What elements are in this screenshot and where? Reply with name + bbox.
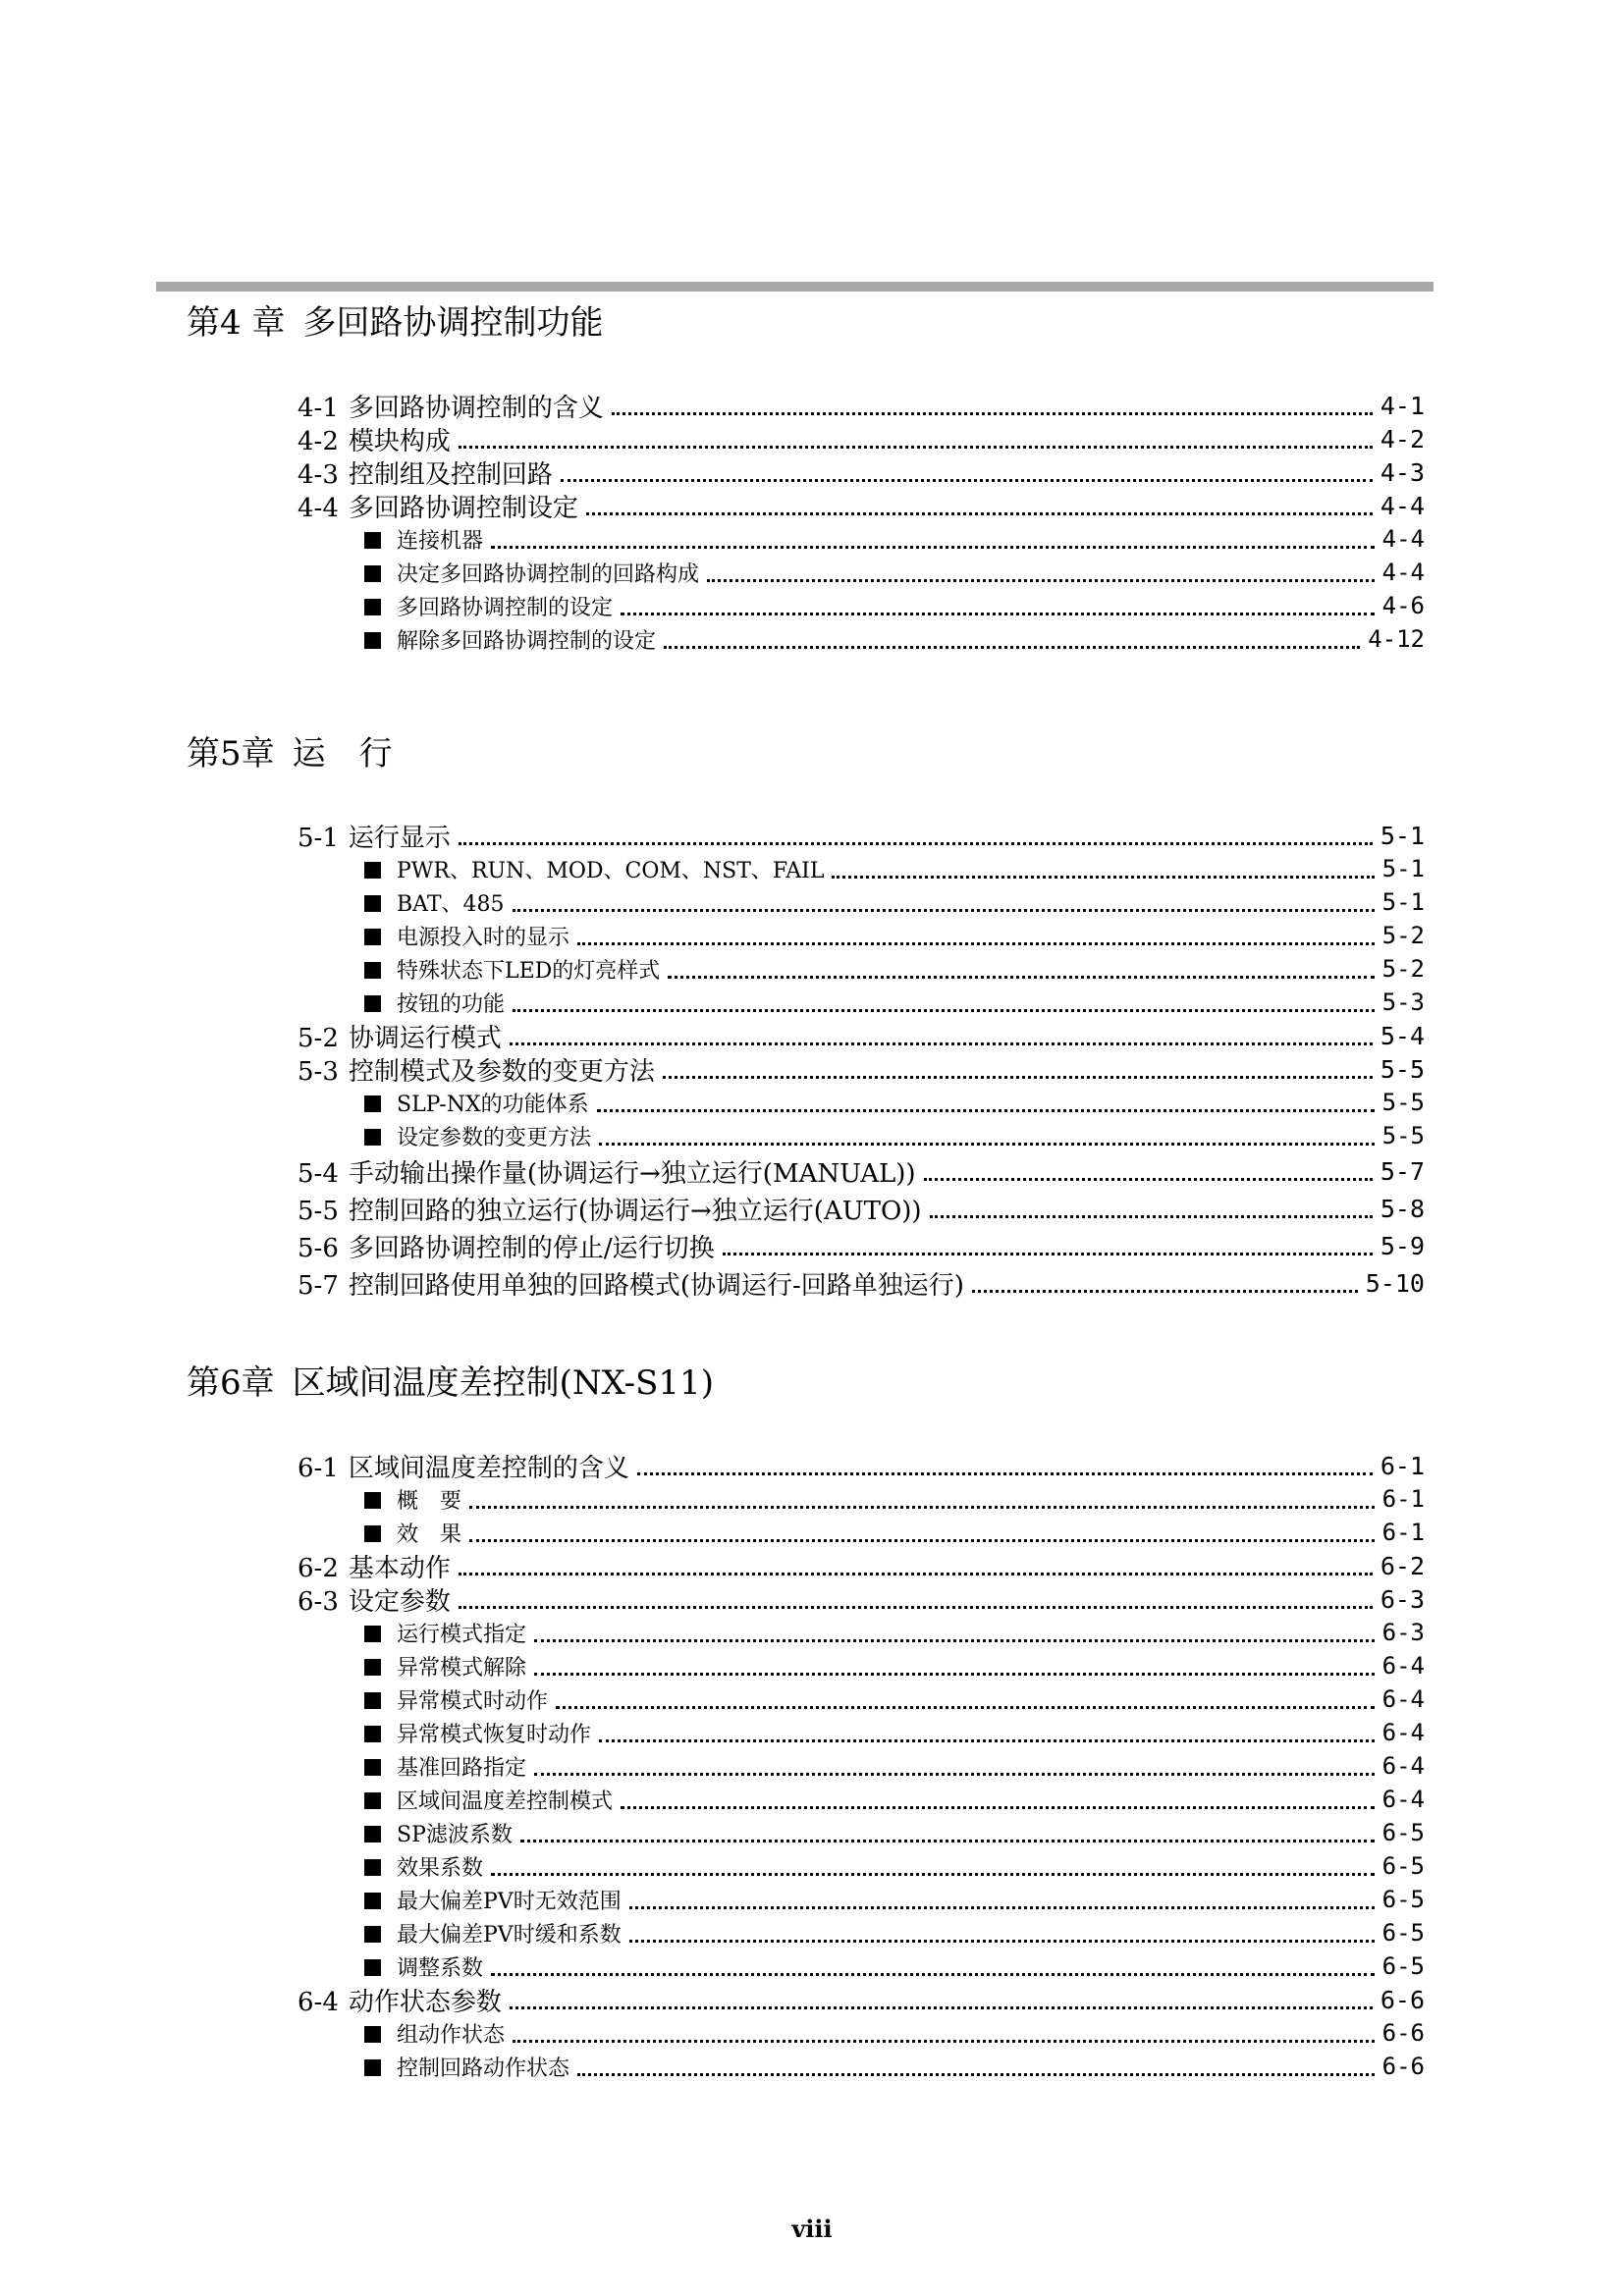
square-bullet-icon [364,632,381,649]
toc-subsection-entry [298,622,1425,656]
toc-entry-label [298,1751,526,1782]
toc-section-entry [298,489,1425,522]
toc-entry-label [298,624,656,655]
toc-page-number: 6-4 [1381,1685,1425,1713]
dot-leader [469,1506,1375,1509]
square-bullet-icon [364,1095,381,1112]
toc-entry-text: 连接机器 [397,528,484,554]
toc-subsection-entry [298,1816,1425,1849]
dot-leader [924,1178,1373,1181]
toc-subsection-entry [298,1482,1425,1516]
square-bullet-icon [364,895,381,912]
toc-subsection-entry [298,1749,1425,1783]
toc-section-entry [298,1549,1425,1582]
square-bullet-icon [364,1726,381,1742]
toc-entry-text: 模块构成 [348,426,451,456]
toc-section-entry [298,1052,1425,1086]
toc-entry-label [298,388,604,424]
toc-subsection-entry [298,885,1425,919]
toc-entry-label [298,887,505,918]
toc-page-number: 5-1 [1380,821,1425,850]
toc-entry-text: 特殊状态下LED的灯亮样式 [397,958,661,984]
square-bullet-icon [364,532,381,549]
section-number: 4-4 [298,493,339,523]
toc-page-number: 6-6 [1380,1985,1425,2014]
toc-entry-label [298,1684,548,1715]
dot-leader [621,1806,1375,1809]
toc-entry-text: 动作状态参数 [348,1987,502,2017]
toc-page-number: 6-2 [1380,1551,1425,1580]
toc-section-entry [298,455,1425,489]
toc-entry-text: 组动作状态 [397,2022,506,2048]
toc-subsection-entry [298,952,1425,986]
toc-page-number: 6-4 [1381,1652,1425,1680]
toc-entry-text: 异常模式解除 [397,1655,527,1681]
toc-entry-label [298,818,451,854]
toc-subsection-entry [298,1783,1425,1816]
toc-page-number: 5-10 [1365,1268,1425,1298]
toc-entry-label [298,1818,513,1848]
section-number: 6-4 [298,1987,339,2017]
toc-page-number: 4-4 [1381,525,1425,553]
dot-leader [556,1706,1375,1709]
toc-entry-label [298,1951,483,1982]
square-bullet-icon [364,1692,381,1709]
toc-page-number: 5-5 [1380,1054,1425,1084]
toc-subsection-entry [298,1949,1425,1983]
toc-entry-label [298,2052,569,2082]
toc-entry-text: 异常模式时动作 [397,1688,549,1714]
toc-subsection-entry [298,556,1425,589]
dot-leader [599,1739,1375,1742]
toc-entry-label [298,488,578,524]
toc-page-number: 4-1 [1380,391,1425,420]
toc-page-number: 6-1 [1381,1519,1425,1546]
toc-entry-label [298,1265,964,1302]
toc-subsection-entry [298,522,1425,556]
square-bullet-icon [364,1792,381,1809]
section-number: 4-3 [298,459,339,490]
dot-leader [972,1290,1358,1293]
square-bullet-icon [364,2059,381,2076]
square-bullet-icon [364,862,381,879]
toc-page-number: 6-3 [1380,1584,1425,1614]
top-rule [156,282,1434,292]
square-bullet-icon [364,1129,381,1146]
toc-page-number: 5-5 [1381,1122,1425,1149]
toc-entry-label [298,1651,526,1682]
toc-entry-label [298,1228,715,1264]
dot-leader [577,942,1375,945]
toc-page-number: 5-4 [1380,1021,1425,1050]
section-number: 4-1 [298,393,339,423]
square-bullet-icon [364,1525,381,1542]
dot-leader [561,479,1373,482]
dot-leader [459,1606,1373,1609]
toc-page-number: 6-6 [1381,2053,1425,2080]
chapter-5-toc [298,819,1425,1302]
chapter-6-heading [187,1363,714,1403]
toc-page-number: 4-6 [1381,592,1425,619]
section-number: 5-7 [298,1270,339,1301]
toc-page-number: 4-4 [1381,559,1425,586]
toc-page-number: 6-4 [1381,1719,1425,1746]
square-bullet-icon [364,995,381,1012]
toc-page-number: 6-4 [1381,1786,1425,1813]
dot-leader [510,2006,1373,2009]
toc-entry-text: 运行显示 [348,823,451,853]
toc-entry-label [298,1191,922,1227]
toc-section-entry [298,1190,1425,1227]
toc-entry-text: 基本动作 [348,1553,451,1583]
toc-page-number: 4-12 [1368,625,1425,653]
toc-page-number: 5-2 [1381,955,1425,983]
chapter-4-heading [187,303,603,343]
toc-entry-text: 运行模式指定 [397,1622,527,1647]
chapter-6-toc [298,1449,1425,2083]
toc-entry-text: 异常模式恢复时动作 [397,1722,592,1747]
toc-entry-label [298,1153,916,1190]
toc-page-number: 5-2 [1381,922,1425,949]
section-number: 6-3 [298,1586,339,1617]
toc-subsection-entry [298,1086,1425,1119]
toc-section-entry [298,422,1425,455]
toc-entry-text: 决定多回路协调控制的回路构成 [397,561,700,587]
section-number: 5-4 [298,1158,339,1189]
toc-subsection-entry [298,1516,1425,1549]
toc-subsection-entry [298,1616,1425,1649]
toc-entry-text: 电源投入时的显示 [397,925,570,950]
dot-leader [577,2073,1375,2076]
toc-entry-text: 效果系数 [397,1855,484,1881]
toc-entry-text: 设定参数的变更方法 [397,1125,592,1150]
toc-subsection-entry [298,1682,1425,1716]
square-bullet-icon [364,599,381,615]
dot-leader [599,1143,1375,1146]
dot-leader [520,1840,1375,1842]
toc-page-number: 6-5 [1381,1952,1425,1980]
toc-entry-label [298,558,699,588]
section-number: 5-1 [298,823,339,853]
square-bullet-icon [364,929,381,945]
square-bullet-icon [364,1759,381,1776]
dot-leader [629,1906,1375,1909]
toc-page-number: 6-4 [1381,1752,1425,1780]
toc-entry-text: BAT、485 [397,891,505,917]
dot-leader [534,1773,1375,1776]
toc-page-number: 4-4 [1380,491,1425,520]
square-bullet-icon [364,1626,381,1642]
toc-page-number: 5-8 [1380,1194,1425,1223]
section-number: 5-6 [298,1233,339,1263]
toc-subsection-entry [298,1849,1425,1883]
toc-entry-text: 控制回路的独立运行(协调运行→独立运行(AUTO)) [348,1196,922,1226]
toc-page-number: 6-5 [1381,1819,1425,1846]
toc-subsection-entry [298,919,1425,952]
toc-subsection-entry [298,852,1425,885]
toc-entry-label [298,1718,591,1748]
toc-entry-label [298,1448,629,1484]
dot-leader [663,1076,1373,1079]
dot-leader [510,1042,1373,1045]
toc-section-entry [298,1582,1425,1616]
toc-page-number: 5-7 [1380,1156,1425,1186]
square-bullet-icon [364,1826,381,1842]
toc-entry-label [298,1618,526,1648]
toc-section-entry [298,1449,1425,1482]
section-number: 5-3 [298,1056,339,1087]
toc-entry-label [298,921,569,951]
dot-leader [586,512,1373,515]
dot-leader [513,2040,1375,2043]
toc-page-number: 6-3 [1381,1619,1425,1646]
toc-page-number: 6-1 [1380,1451,1425,1480]
toc-subsection-entry [298,1119,1425,1152]
dot-leader [668,976,1374,979]
page-number: viii [791,2215,833,2243]
dot-leader [621,613,1375,615]
dot-leader [459,446,1373,449]
dot-leader [534,1673,1375,1676]
toc-page-number: 6-1 [1381,1485,1425,1513]
toc-entry-text: 按钮的功能 [397,991,506,1017]
toc-entry-label [298,1982,502,2018]
toc-entry-label [298,1121,591,1151]
dot-leader [491,546,1375,549]
toc-entry-label [298,1851,483,1882]
toc-section-entry [298,1264,1425,1302]
square-bullet-icon [364,1492,381,1509]
toc-section-entry [298,1019,1425,1052]
toc-entry-label [298,1018,502,1054]
dot-leader [629,1940,1375,1943]
toc-page-number: 5-9 [1380,1231,1425,1260]
dot-leader [513,1009,1375,1012]
square-bullet-icon [364,1859,381,1876]
toc-entry-text: 多回路协调控制设定 [348,493,578,523]
toc-entry-text: 调整系数 [397,1955,484,1981]
toc-section-entry [298,819,1425,852]
toc-page-number: 6-6 [1381,2019,1425,2047]
toc-entry-label [298,2018,505,2049]
chapter-number: 第5章 [187,734,275,774]
toc-entry-label [298,421,451,457]
dot-leader [597,1109,1375,1112]
dot-leader [832,876,1374,879]
chapter-title: 多回路协调控制功能 [302,303,604,343]
chapter-number: 第4 章 [187,303,286,343]
section-number: 6-2 [298,1553,339,1583]
dot-leader [723,1253,1373,1255]
toc-entry-text: 最大偏差PV时无效范围 [397,1889,622,1914]
square-bullet-icon [364,1959,381,1976]
square-bullet-icon [364,1893,381,1909]
toc-entry-text: 解除多回路协调控制的设定 [397,628,657,654]
toc-entry-label [298,854,824,884]
toc-entry-label [298,524,483,555]
toc-page-number: 5-1 [1381,855,1425,882]
toc-entry-label [298,1581,451,1618]
toc-entry-text: PWR、RUN、MOD、COM、NST、FAIL [397,858,825,883]
toc-subsection-entry [298,1916,1425,1949]
toc-entry-text: 多回路协调控制的含义 [348,393,604,423]
section-number: 4-2 [298,426,339,456]
toc-page-number: 5-1 [1381,888,1425,916]
toc-entry-label [298,454,553,491]
toc-entry-text: 协调运行模式 [348,1023,502,1053]
toc-entry-text: SLP-NX的功能体系 [397,1092,589,1117]
toc-page-number: 6-5 [1381,1919,1425,1947]
toc-entry-label [298,591,613,621]
toc-entry-text: 控制回路使用单独的回路模式(协调运行-回路单独运行) [348,1270,964,1301]
toc-section-entry [298,1152,1425,1190]
toc-entry-text: 概 要 [397,1488,462,1514]
dot-leader [513,909,1375,912]
chapter-5-heading [187,734,393,774]
toc-entry-text: 效 果 [397,1522,462,1547]
dot-leader [491,1973,1375,1976]
toc-page-number: 5-3 [1381,988,1425,1016]
section-number: 6-1 [298,1453,339,1483]
toc-entry-text: 基准回路指定 [397,1755,527,1781]
toc-entry-text: 区域间温度差控制模式 [397,1789,614,1814]
chapter-number: 第6章 [187,1363,275,1403]
toc-entry-text: 最大偏差PV时缓和系数 [397,1922,622,1948]
toc-entry-label [298,1918,622,1949]
toc-subsection-entry [298,1649,1425,1682]
toc-page-number: 6-5 [1381,1852,1425,1880]
chapter-4-toc [298,389,1425,656]
toc-section-entry [298,1983,1425,2016]
toc-section-entry [298,1227,1425,1264]
dot-leader [459,842,1373,845]
chapter-title: 运 行 [292,734,393,774]
square-bullet-icon [364,962,381,979]
dot-leader [664,646,1360,649]
toc-subsection-entry [298,986,1425,1019]
toc-entry-label [298,1088,589,1118]
toc-entry-label [298,1885,622,1915]
section-number: 5-5 [298,1196,339,1226]
toc-page-number: 4-3 [1380,457,1425,487]
square-bullet-icon [364,565,381,582]
toc-page-number: 6-5 [1381,1886,1425,1913]
toc-entry-label [298,1484,461,1515]
toc-entry-label [298,1051,655,1088]
dot-leader [469,1539,1375,1542]
toc-section-entry [298,389,1425,422]
toc-subsection-entry [298,2016,1425,2050]
dot-leader [534,1639,1375,1642]
dot-leader [707,579,1375,582]
toc-entry-text: 多回路协调控制的设定 [397,595,614,620]
toc-subsection-entry [298,2050,1425,2083]
dot-leader [491,1873,1375,1876]
square-bullet-icon [364,1926,381,1943]
dot-leader [459,1573,1373,1575]
toc-entry-text: SP滤波系数 [397,1822,513,1847]
dot-leader [637,1472,1373,1475]
toc-entry-label [298,954,660,985]
square-bullet-icon [364,1659,381,1676]
dot-leader [612,412,1373,415]
toc-entry-label [298,988,505,1018]
section-number: 5-2 [298,1023,339,1053]
toc-entry-text: 设定参数 [348,1586,451,1617]
toc-entry-text: 控制模式及参数的变更方法 [348,1056,655,1087]
toc-entry-text: 手动输出操作量(协调运行→独立运行(MANUAL)) [348,1158,916,1189]
toc-entry-label [298,1548,451,1584]
toc-entry-text: 控制组及控制回路 [348,459,553,490]
toc-page-number: 5-5 [1381,1089,1425,1116]
toc-page-number: 4-2 [1380,424,1425,454]
chapter-title: 区域间温度差控制(NX-S11) [292,1363,714,1403]
toc-subsection-entry [298,1883,1425,1916]
toc-entry-text: 控制回路动作状态 [397,2056,570,2081]
toc-subsection-entry [298,589,1425,622]
toc-entry-text: 区域间温度差控制的含义 [348,1453,629,1483]
toc-entry-label [298,1518,461,1548]
toc-entry-label [298,1785,613,1815]
toc-entry-text: 多回路协调控制的停止/运行切换 [348,1233,715,1263]
square-bullet-icon [364,2026,381,2043]
toc-subsection-entry [298,1716,1425,1749]
dot-leader [930,1215,1373,1218]
